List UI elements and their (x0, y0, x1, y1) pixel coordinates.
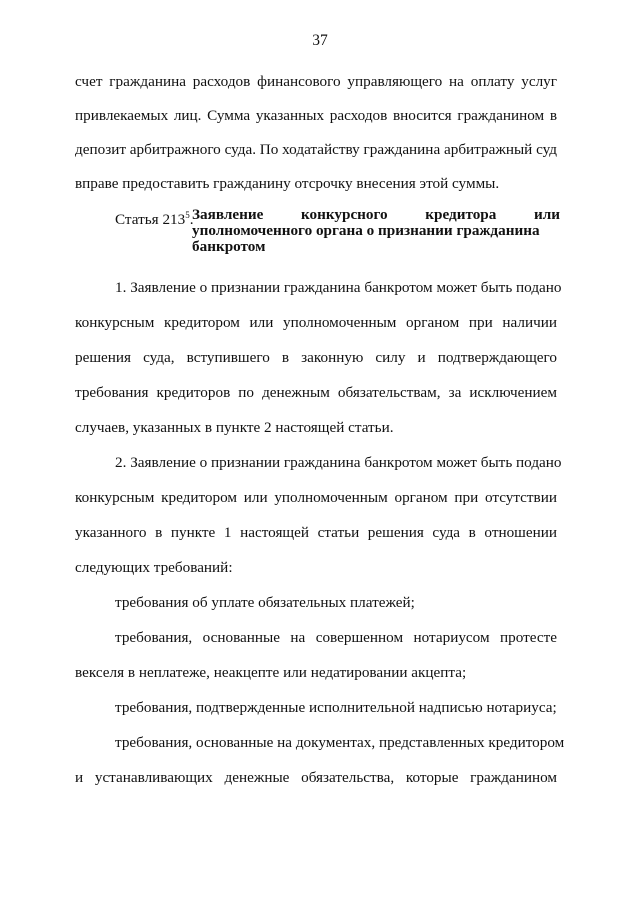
paragraph2-line: 2. Заявление о признании гражданина банкротом может быть подано (115, 454, 562, 471)
paragraph1-line: случаев, указанных в пункте 2 настоящей статьи. (75, 419, 394, 436)
paragraph1-line: решения суда, вступившего в законную силу и подтверждающего (75, 349, 557, 366)
paragraph2-line: конкурсным кредитором или уполномоченным органом при отсутствии (75, 489, 557, 506)
intro-line: привлекаемых лиц. Сумма указанных расходов вносится гражданином в (75, 107, 557, 124)
requirement-item: требования, основанные на совершенном нотариусом протесте (115, 629, 557, 646)
article-label-dot: . (189, 211, 194, 228)
requirement-item-continuation: и устанавливающих денежные обязательства, которые гражданином (75, 769, 557, 786)
paragraph1-line: конкурсным кредитором или уполномоченным органом при наличии (75, 314, 557, 331)
requirement-item-continuation: векселя в неплатеже, неакцепте или недатировании акцепта; (75, 664, 467, 681)
paragraph1-line: 1. Заявление о признании гражданина банкротом может быть подано (115, 279, 562, 296)
paragraph2-line: указанного в пункте 1 настоящей статьи решения суда в отношении (75, 524, 557, 541)
article-label (115, 207, 194, 228)
article-label-text: Статья 213 (115, 211, 186, 228)
requirement-item: требования, подтвержденные исполнительной надписью нотариуса; (115, 699, 557, 716)
intro-line: депозит арбитражного суда. По ходатайству гражданина арбитражный суд (75, 141, 557, 158)
intro-line: счет гражданина расходов финансового управляющего на оплату услуг (75, 73, 557, 90)
requirement-item: требования об уплате обязательных платежей; (115, 594, 415, 611)
requirement-item: требования, основанные на документах, представленных кредитором (115, 734, 565, 751)
article-label-superscript: 5 (185, 210, 190, 220)
article-title-line: уполномоченного органа о признании гражданина (192, 222, 540, 239)
paragraph1-line: требования кредиторов по денежным обязательствам, за исключением (75, 384, 557, 401)
intro-line: вправе предоставить гражданину отсрочку внесения этой суммы. (75, 175, 500, 192)
paragraph2-line: следующих требований: (75, 559, 233, 576)
article-title-line: Заявление конкурсного кредитора или (192, 206, 560, 223)
article-title-line: банкротом (192, 238, 266, 255)
page-number: 37 (312, 32, 328, 49)
article-title (189, 206, 560, 255)
